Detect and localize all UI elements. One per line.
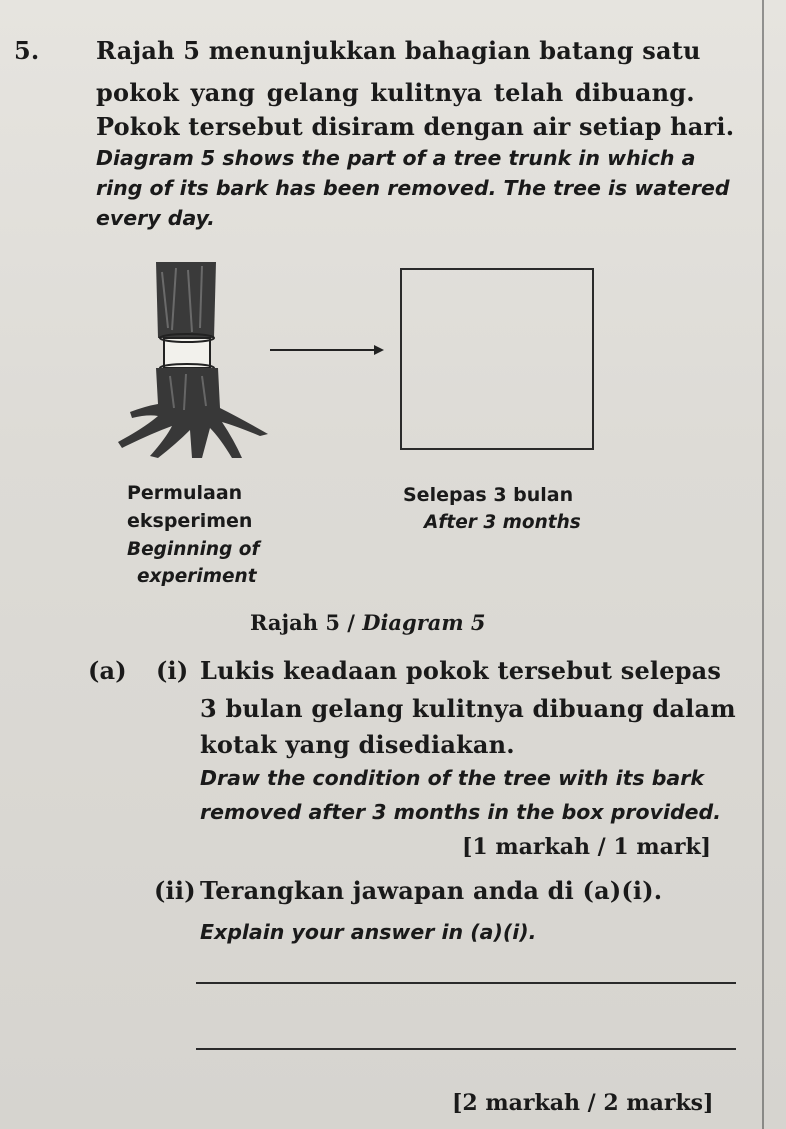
part-a-i-en-line-1: Draw the condition of the tree with its bark xyxy=(200,766,704,790)
diagram-title-ms: Rajah 5 / xyxy=(250,610,363,635)
page-margin-line xyxy=(762,0,764,1129)
stem-en-line-3: every day. xyxy=(96,206,215,230)
part-a-label: (a) xyxy=(88,656,127,685)
stem-ms-line-1: Rajah 5 menunjukkan bahagian batang satu xyxy=(96,36,701,65)
part-a-ii-en: Explain your answer in (a)(i). xyxy=(200,920,537,944)
part-a-ii-ms: Terangkan jawapan anda di (a)(i). xyxy=(200,876,663,905)
left-caption-en-1: Beginning of xyxy=(127,539,260,560)
answer-line-2[interactable] xyxy=(196,1048,736,1050)
stem-en-line-1: Diagram 5 shows the part of a tree trunk in which a xyxy=(96,146,696,170)
arrow-icon xyxy=(270,342,385,358)
left-caption-ms-1: Permulaan xyxy=(127,482,243,504)
part-a-i-marks: [1 markah / 1 mark] xyxy=(462,834,712,860)
stem-ms-line-3: Pokok tersebut disiram dengan air setiap hari. xyxy=(96,112,735,141)
part-a-i-label: (i) xyxy=(156,656,189,685)
stem-ms-line-2: pokok yang gelang kulitnya telah dibuang. xyxy=(96,78,695,107)
right-caption-ms: Selepas 3 bulan xyxy=(403,484,574,506)
part-a-i-ms-line-1: Lukis keadaan pokok tersebut selepas xyxy=(200,656,722,685)
diagram-title-en: Diagram 5 xyxy=(362,610,486,635)
answer-line-1[interactable] xyxy=(196,982,736,984)
part-a-i-ms-line-2: 3 bulan gelang kulitnya dibuang dalam xyxy=(200,694,736,723)
right-caption-en: After 3 months xyxy=(424,512,581,533)
part-a-i-ms-line-3: kotak yang disediakan. xyxy=(200,730,515,759)
answer-drawing-box[interactable] xyxy=(400,268,594,450)
left-caption-en-2: experiment xyxy=(137,566,257,587)
question-number: 5. xyxy=(14,36,40,65)
left-caption-ms-2: eksperimen xyxy=(127,510,253,532)
part-a-ii-label: (ii) xyxy=(154,876,196,905)
stem-en-line-2: ring of its bark has been removed. The tree is watered xyxy=(96,176,730,200)
tree-trunk-illustration xyxy=(110,258,280,468)
diagram-title xyxy=(250,610,486,635)
part-a-i-en-line-2: removed after 3 months in the box provided. xyxy=(200,800,722,824)
part-a-ii-marks: [2 markah / 2 marks] xyxy=(452,1090,714,1116)
